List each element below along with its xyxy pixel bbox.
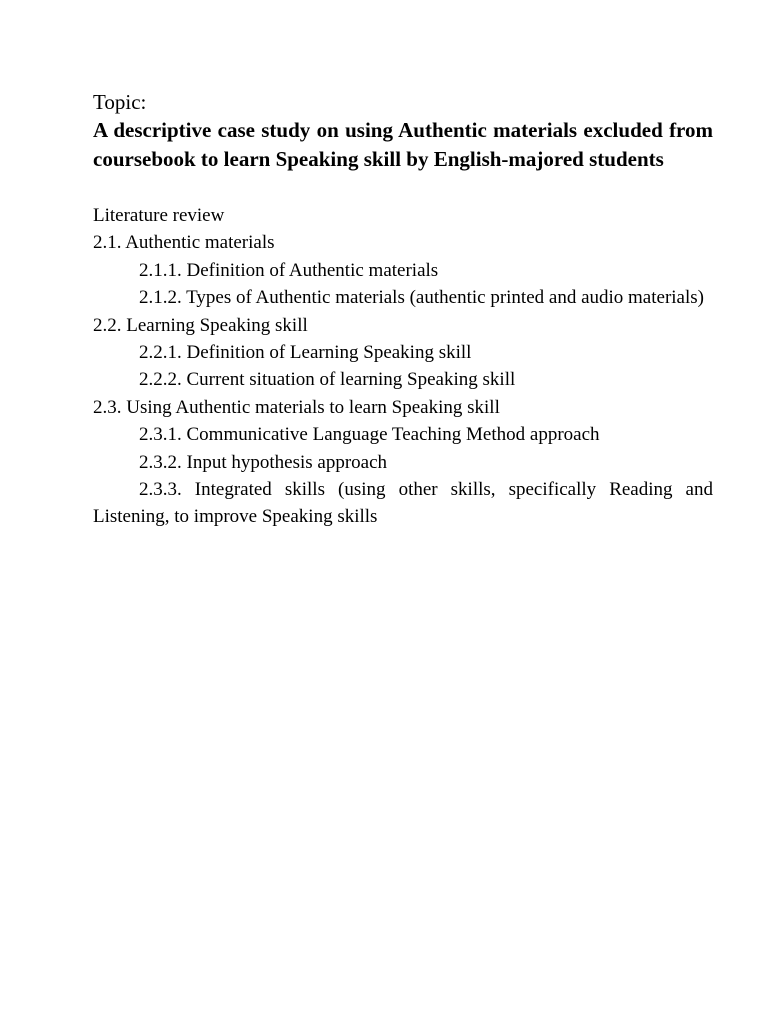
outline-item-2-1-2: 2.1.2. Types of Authentic materials (authentic printed and audio materials) (139, 287, 704, 309)
outline-item-2-1-1: 2.1.1. Definition of Authentic materials (139, 259, 439, 281)
outline-item-2-2-2: 2.2.2. Current situation of learning Speaking skill (139, 369, 516, 391)
outline-item-2-3-1: 2.3.1. Communicative Language Teaching Method approach (139, 424, 600, 446)
document-body (93, 88, 713, 531)
outline-item-2-3-3: 2.3.3. Integrated skills (using other skills, specifically Reading and Listening, to improve Speaking skills (93, 479, 713, 528)
outline-item-2-3-2: 2.3.2. Input hypothesis approach (139, 451, 388, 473)
paragraph-spacer (93, 174, 713, 202)
document-title: A descriptive case study on using Authentic materials excluded from coursebook to learn Speaking skill by English-majored students (93, 118, 713, 171)
section-heading: Literature review (93, 205, 225, 226)
outline-item-2-1: 2.1. Authentic materials (93, 232, 275, 254)
outline-item-2-3: 2.3. Using Authentic materials to learn Speaking skill (93, 396, 500, 418)
topic-label: Topic: (93, 90, 147, 114)
outline-item-2-2-1: 2.2.1. Definition of Learning Speaking skill (139, 342, 472, 364)
outline-item-2-2: 2.2. Learning Speaking skill (93, 314, 308, 336)
